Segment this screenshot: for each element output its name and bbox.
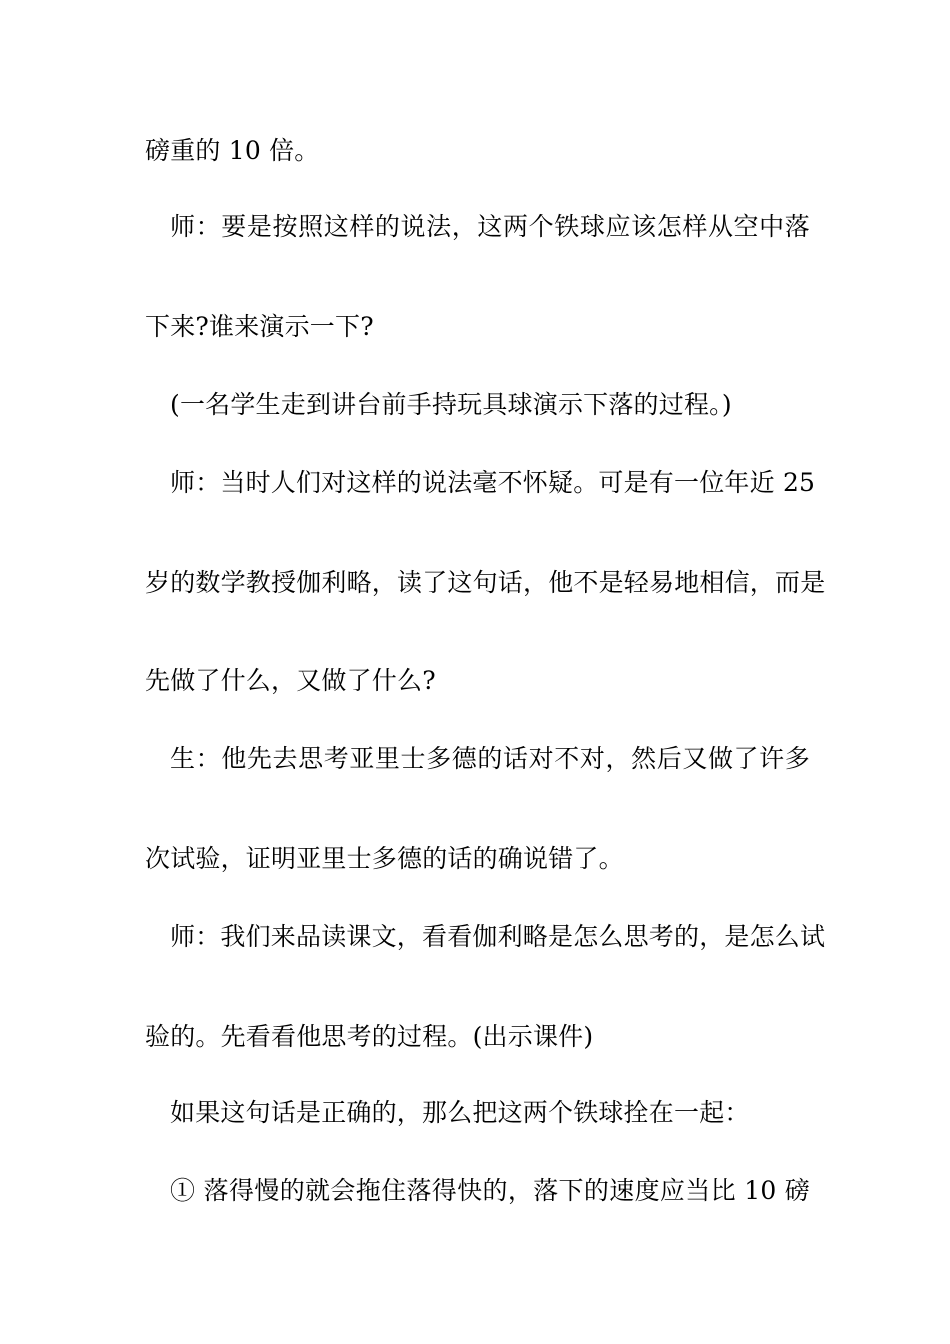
text-line-8: 生：他先去思考亚里士多德的话对不对，然后又做了许多 — [170, 744, 810, 773]
text-line-12: 如果这句话是正确的，那么把这两个铁球拴在一起： — [170, 1098, 750, 1127]
text-line-13: ① 落得慢的就会拖住落得快的，落下的速度应当比 10 磅 — [170, 1176, 810, 1205]
text-line-11: 验的。先看看他思考的过程。(出示课件) — [145, 1022, 594, 1051]
text-line-9: 次试验，证明亚里士多德的话的确说错了。 — [145, 844, 624, 873]
text-line-10: 师：我们来品读课文，看看伽利略是怎么思考的，是怎么试 — [170, 922, 826, 951]
text-line-2: 师：要是按照这样的说法，这两个铁球应该怎样从空中落 — [170, 212, 810, 241]
text-line-3: 下来?谁来演示一下? — [145, 312, 374, 341]
text-line-7: 先做了什么，又做了什么? — [145, 666, 436, 695]
text-line-6: 岁的数学教授伽利略，读了这句话，他不是轻易地相信，而是 — [145, 568, 826, 597]
text-line-4: (一名学生走到讲台前手持玩具球演示下落的过程。) — [170, 390, 732, 419]
text-line-5: 师：当时人们对这样的说法毫不怀疑。可是有一位年近 25 — [170, 468, 816, 497]
text-line-1: 磅重的 10 倍。 — [145, 136, 320, 165]
